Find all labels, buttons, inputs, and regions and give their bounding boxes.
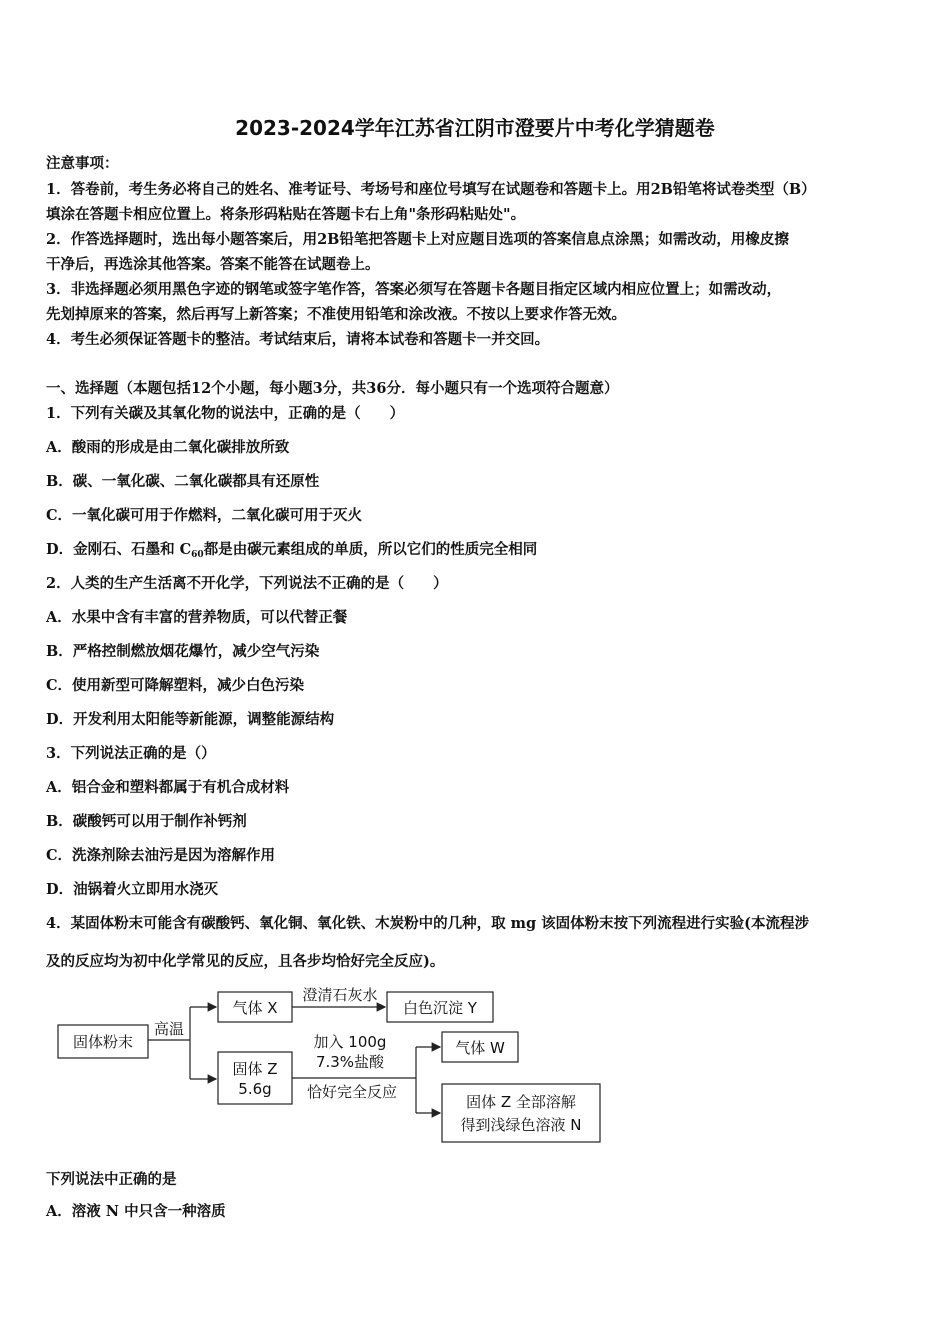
subscript-60: 60	[191, 550, 204, 560]
notes-line: 1．答卷前，考生务必将自己的姓名、准考证号、考场号和座位号填写在试题卷和答题卡上。用2B铅笔将试卷类型（B）	[46, 181, 816, 198]
option-d: D．油锅着火立即用水浇灭	[46, 881, 219, 898]
option-b: B．严格控制燃放烟花爆竹，减少空气污染	[46, 643, 320, 660]
label-white-ppt: 白色沉淀 Y	[403, 999, 477, 1017]
page-title: 2023-2024学年江苏省江阴市澄要片中考化学猜题卷	[235, 116, 715, 140]
label-result-1: 固体 Z 全部溶解	[466, 1093, 576, 1111]
option-d-post: 都是由碳元素组成的单质，所以它们的性质完全相同	[203, 541, 538, 558]
notes-heading: 注意事项：	[46, 155, 119, 172]
option-a: A．溶液 N 中只含一种溶质	[46, 1203, 226, 1220]
option-b: B．碳、一氧化碳、二氧化碳都具有还原性	[46, 473, 320, 490]
label-solid-powder: 固体粉末	[72, 1033, 134, 1051]
option-d: D．开发利用太阳能等新能源，调整能源结构	[46, 711, 335, 728]
option-d-pre: D．金刚石、石墨和 C	[46, 541, 192, 558]
label-result-2: 得到浅绿色溶液 N	[460, 1116, 582, 1134]
label-limewater: 澄清石灰水	[302, 986, 378, 1004]
question-stem-cont: 及的反应均为初中化学常见的反应，且各步均恰好完全反应)。	[46, 953, 445, 970]
label-reagent-2: 7.3%盐酸	[315, 1053, 385, 1071]
option-c: C．一氧化碳可用于作燃料，二氧化碳可用于灭火	[46, 507, 363, 524]
label-gas-w: 气体 W	[455, 1039, 505, 1057]
question-stem: 2．人类的生产生活离不开化学，下列说法不正确的是（ ）	[46, 575, 448, 592]
flowchart-diagram	[50, 980, 610, 1150]
question-stem: 3．下列说法正确的是（）	[46, 745, 216, 762]
label-reagent-1: 加入 100g	[313, 1033, 387, 1051]
notes-line: 填涂在答题卡相应位置上。将条形码粘贴在答题卡右上角"条形码粘贴处"。	[46, 206, 526, 223]
option-c: C．洗涤剂除去油污是因为溶解作用	[46, 847, 276, 864]
notes-line: 2．作答选择题时，选出每小题答案后，用2B铅笔把答题卡上对应题目选项的答案信息点涂黑；如需改动，用橡皮擦	[46, 231, 789, 248]
notes-line: 4．考生必须保证答题卡的整洁。考试结束后，请将本试卷和答题卡一并交回。	[46, 331, 550, 348]
notes-line: 干净后，再选涂其他答案。答案不能答在试题卷上。	[46, 256, 380, 273]
question-stem: 4．某固体粉末可能含有碳酸钙、氧化铜、氧化铁、木炭粉中的几种，取 mg 该固体粉末按下列流程进行实验(本流程涉	[46, 915, 810, 932]
section-heading: 一、选择题（本题包括12个小题，每小题3分，共36分．每小题只有一个选项符合题意）	[46, 380, 619, 397]
notes-line: 3．非选择题必须用黑色字迹的钢笔或签字笔作答，答案必须写在答题卡各题目指定区域内相应位置上；如需改动，	[46, 281, 782, 298]
option-c: C．使用新型可降解塑料，减少白色污染	[46, 677, 305, 694]
label-gas-x: 气体 X	[232, 999, 278, 1017]
question-prompt: 下列说法中正确的是	[46, 1171, 177, 1188]
label-solid-z-mass: 5.6g	[238, 1080, 272, 1098]
label-reagent-3: 恰好完全反应	[306, 1083, 398, 1101]
notes-line: 先划掉原来的答案，然后再写上新答案；不准使用铅笔和涂改液。不按以上要求作答无效。	[46, 306, 626, 323]
option-a: A．铝合金和塑料都属于有机合成材料	[46, 779, 290, 796]
option-b: B．碳酸钙可以用于制作补钙剂	[46, 813, 247, 830]
option-a: A．水果中含有丰富的营养物质，可以代替正餐	[46, 609, 348, 626]
option-d	[46, 538, 537, 560]
label-solid-z: 固体 Z	[232, 1060, 278, 1078]
label-high-temp: 高温	[153, 1020, 185, 1038]
option-a: A．酸雨的形成是由二氧化碳排放所致	[46, 439, 290, 456]
question-stem: 1．下列有关碳及其氧化物的说法中，正确的是（ ）	[46, 405, 405, 422]
